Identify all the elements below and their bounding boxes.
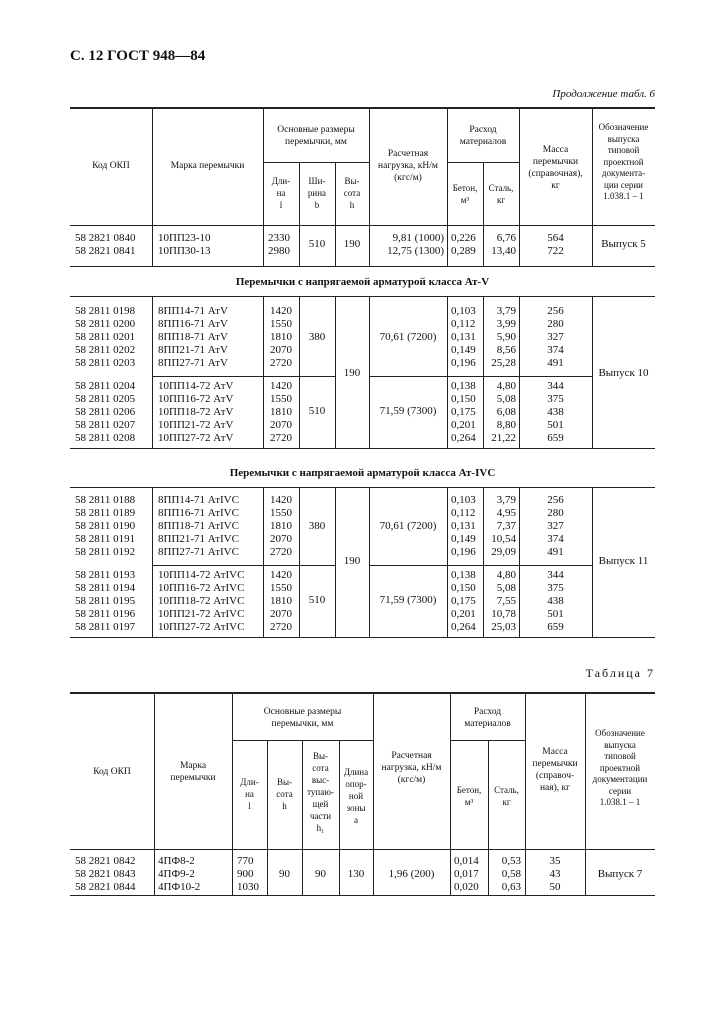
col-header-designation: Обозначение выпуска типовой проектной документации серии 1.038.1 – 1 <box>592 728 648 807</box>
section-title: Перемычки с напрягаемой арматурой класса Ат-IVC <box>229 467 496 479</box>
col-header-proj-height: Вы- сота выс- тупаю- щей части h₁ <box>307 751 334 833</box>
col-header-steel: Сталь, кг <box>494 785 519 807</box>
col-header-materials: Расход материалов <box>459 125 507 147</box>
col-header-code: Код ОКП <box>92 161 130 171</box>
issue-cell: Выпуск 11 <box>598 555 649 567</box>
table-cell: 0,53 0,58 0,63 <box>501 855 521 893</box>
table-cell: 0,138 0,150 0,175 0,201 0,264 <box>451 569 476 633</box>
table-cell: 70,61 (7200) <box>379 331 437 343</box>
table-cell: 770 900 1030 <box>237 855 259 893</box>
col-header-steel: Сталь, кг <box>488 183 514 205</box>
section-title: Перемычки с напрягаемой арматурой класса Ат-V <box>235 276 490 288</box>
table-cell: 344 375 438 501 659 <box>547 380 564 444</box>
table-cell: 1420 1550 1810 2070 2720 <box>270 380 292 444</box>
table-cell: 8ПП14-71 АтIVC 8ПП16-71 АтIVC 8ПП18-71 АтIVC 8ПП21-71 АтIVC 8ПП27-71 АтIVC <box>158 494 239 558</box>
col-header-height: Вы- сота h <box>276 777 293 811</box>
table-cell: 58 2821 0840 58 2821 0841 <box>75 232 136 257</box>
col-header-height: Вы- сота h <box>343 176 361 210</box>
table-cell: 35 43 50 <box>549 855 561 893</box>
table-cell: 190 <box>343 238 361 250</box>
table-cell: 4,80 5,08 7,55 10,78 25,03 <box>491 569 516 633</box>
table-cell: 510 <box>308 405 326 417</box>
col-header-width: Ши- рина b <box>307 176 327 210</box>
table-cell: 58 2811 0193 58 2811 0194 58 2811 0195 58 2811 0196 58 2811 0197 <box>75 569 136 633</box>
table-cell: 0,103 0,112 0,131 0,149 0,196 <box>451 305 476 369</box>
table-cell: 4ПФ8-2 4ПФ9-2 4ПФ10-2 <box>158 855 201 893</box>
continuation-label: Продолжение табл. 6 <box>552 88 655 100</box>
table-cell: 90 <box>315 868 326 880</box>
table-cell: 90 <box>279 868 290 880</box>
table-cell: 70,61 (7200) <box>379 520 437 532</box>
col-header-dims: Основные размеры перемычки, мм <box>263 707 342 729</box>
col-header-length: Дли- на l <box>271 176 291 210</box>
table-cell: 6,76 13,40 <box>491 232 516 257</box>
table-cell: 4,80 5,08 6,08 8,80 21,22 <box>491 380 516 444</box>
table-cell: 3,79 3,99 5,90 8,56 25,28 <box>491 305 516 369</box>
table-cell: 71,59 (7300) <box>379 405 437 417</box>
table-cell: 510 <box>308 594 326 606</box>
table-cell: 1,96 (200) <box>388 868 435 880</box>
table-cell: 190 <box>343 555 361 567</box>
table-cell: 10ПП14-72 АтIVC 10ПП16-72 АтIVC 10ПП18-72 АтIVC 10ПП21-72 АтIVC 10ПП27-72 АтIVC <box>158 569 245 633</box>
col-header-concrete: Бетон, м³ <box>456 785 482 807</box>
table-cell: 58 2821 0842 58 2821 0843 58 2821 0844 <box>75 855 136 893</box>
col-header-brand: Марка перемычки <box>170 761 216 783</box>
table-cell: 58 2811 0188 58 2811 0189 58 2811 0190 58 2811 0191 58 2811 0192 <box>75 494 136 558</box>
issue-cell: Выпуск 5 <box>601 238 646 250</box>
table-cell: 0,138 0,150 0,175 0,201 0,264 <box>451 380 476 444</box>
table-cell: 10ПП23-10 10ПП30-13 <box>158 232 211 257</box>
table-cell: 380 <box>308 331 326 343</box>
table-cell: 256 280 327 374 491 <box>547 494 564 558</box>
col-header-mass: Масса перемычки (справоч- ная), кг <box>532 747 578 793</box>
table-cell: 58 2811 0198 58 2811 0200 58 2811 0201 58 2811 0202 58 2811 0203 <box>75 305 136 369</box>
col-header-load: Расчетная нагрузка, кН/м (кгс/м) <box>381 751 442 785</box>
table-cell: 256 280 327 374 491 <box>547 305 564 369</box>
issue-cell: Выпуск 10 <box>598 367 649 379</box>
col-header-designation: Обозначение выпуска типовой проектной документа- ции серии 1.038.1 – 1 <box>598 122 649 201</box>
table-7-title: Таблица 7 <box>585 666 655 680</box>
table-cell: 1420 1550 1810 2070 2720 <box>270 494 292 558</box>
table-cell: 380 <box>308 520 326 532</box>
page-header: С. 12 ГОСТ 948—84 <box>70 48 206 64</box>
col-header-length: Дли- на l <box>240 777 259 811</box>
table-cell: 190 <box>343 367 361 379</box>
table-cell: 58 2811 0204 58 2811 0205 58 2811 0206 58 2811 0207 58 2811 0208 <box>75 380 136 444</box>
col-header-code: Код ОКП <box>93 767 131 777</box>
table-cell: 8ПП14-71 АтV 8ПП16-71 АтV 8ПП18-71 АтV 8ПП21-71 АтV 8ПП27-71 АтV <box>158 305 228 369</box>
table-cell: 9,81 (1000) 12,75 (1300) <box>387 232 444 257</box>
table-cell: 10ПП14-72 АтV 10ПП16-72 АтV 10ПП18-72 АтV 10ПП21-72 АтV 10ПП27-72 АтV <box>158 380 234 444</box>
table-cell: 1420 1550 1810 2070 2720 <box>270 305 292 369</box>
col-header-concrete: Бетон, м³ <box>452 183 478 205</box>
col-header-materials: Расход материалов <box>464 707 511 729</box>
table-cell: 0,014 0,017 0,020 <box>454 855 479 893</box>
col-header-load: Расчетная нагрузка, кН/м (кгс/м) <box>378 149 438 183</box>
col-header-mass: Масса перемычки (справочная), кг <box>528 145 583 191</box>
col-header-support-len: Длина опор- ной зоны a <box>343 767 369 825</box>
table-cell: 0,103 0,112 0,131 0,149 0,196 <box>451 494 476 558</box>
table-cell: 2330 2980 <box>268 232 290 257</box>
table-cell: 564 722 <box>547 232 564 257</box>
table-cell: 1420 1550 1810 2070 2720 <box>270 569 292 633</box>
col-header-brand: Марка перемычки <box>170 161 245 171</box>
col-header-dims: Основные размеры перемычки, мм <box>277 125 355 147</box>
table-cell: 344 375 438 501 659 <box>547 569 564 633</box>
table-cell: 0,226 0,289 <box>451 232 476 257</box>
table-cell: 510 <box>308 238 326 250</box>
table-cell: 71,59 (7300) <box>379 594 437 606</box>
table-cell: 3,79 4,95 7,37 10,54 29,09 <box>491 494 516 558</box>
issue-cell: Выпуск 7 <box>597 868 643 880</box>
table-cell: 130 <box>347 868 365 880</box>
